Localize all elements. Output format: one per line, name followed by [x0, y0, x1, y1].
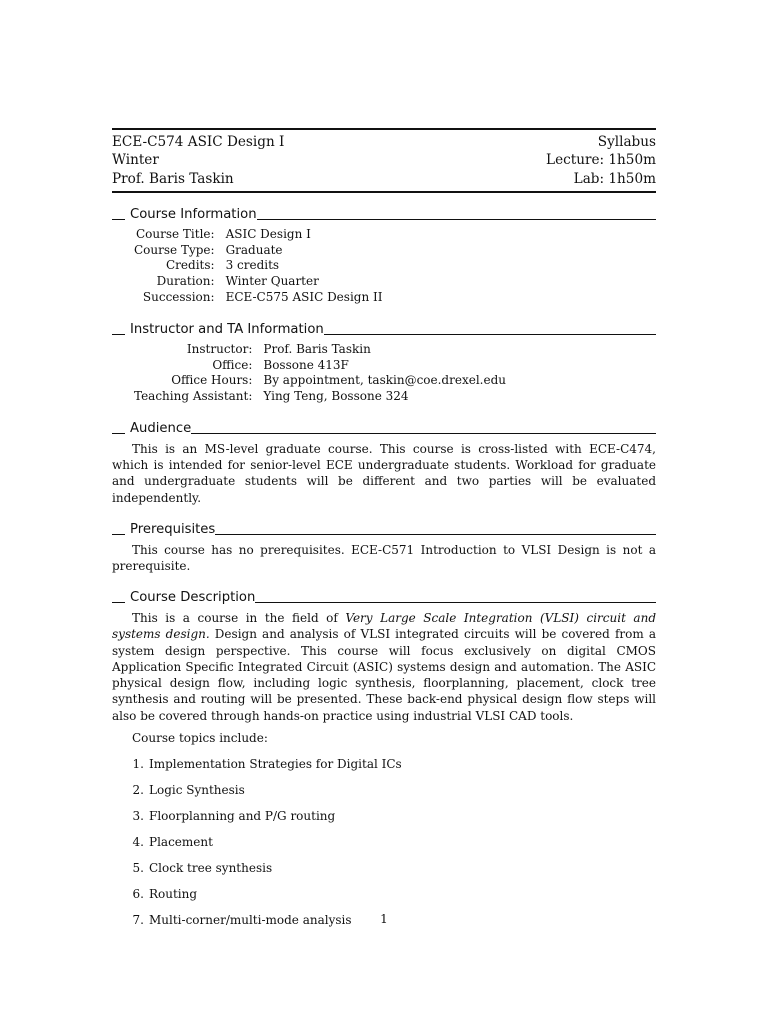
course-description-section — [112, 588, 656, 938]
description-text: This is a course in the field of Very Large Scale Integration (VLSI) circuit and systems design. Design and analysis of VLSI integrated circuits will be covered from a system design perspective. This course will focus exclusively on digital CMOS Application Specific Integrated Circuit (ASIC) systems design and automation. The ASIC physical design flow, including logic synthesis, floorplanning, placement, clock tree synthesis and routing will be presented. These back-end physical design flow steps will also be covered through hands-on practice using industrial VLSI CAD tools. — [112, 611, 656, 723]
section-title: Instructor and TA Information — [130, 321, 324, 337]
prerequisites-section — [112, 520, 656, 574]
section-heading — [112, 419, 656, 437]
topics-intro: Course topics include: — [132, 730, 268, 745]
list-item: 3. Floorplanning and P/G routing — [132, 808, 336, 823]
list-item: 7. Multi-corner/multi-mode analysis — [132, 912, 352, 927]
header-right — [546, 133, 656, 188]
syllabus-page — [112, 128, 656, 938]
table-row: Office: Bossone 413F — [212, 357, 349, 372]
section-heading — [112, 205, 656, 223]
section-title: Course Description — [130, 590, 256, 606]
topics-list — [112, 756, 656, 938]
table-row: Office Hours: By appointment, taskin@coe.drexel.edu — [171, 373, 506, 388]
instructor-info-table — [134, 342, 506, 405]
doc-type: Syllabus — [597, 134, 656, 150]
header-bottom-rule — [112, 191, 656, 193]
section-heading — [112, 320, 656, 338]
term: Winter — [112, 152, 159, 169]
table-row: Duration: Winter Quarter — [156, 274, 319, 289]
section-title: Prerequisites — [130, 521, 216, 537]
table-row: Course Type: Graduate — [134, 242, 283, 257]
table-row: Succession: ECE-C575 ASIC Design II — [142, 290, 383, 305]
audience-section — [112, 419, 656, 506]
course-info-table — [134, 227, 383, 306]
section-title: Course Information — [130, 206, 257, 222]
section-heading — [112, 588, 656, 606]
list-item: 5. Clock tree synthesis — [132, 860, 273, 875]
audience-text: This is an MS-level graduate course. This course is cross-listed with ECE-C474, which is intended for senior-level ECE undergraduate students. Workload for graduate and undergraduate students will be different and two parties will be evaluated independently. — [112, 442, 656, 505]
table-row: Credits: 3 credits — [166, 258, 280, 273]
header-left — [112, 133, 284, 188]
header-block — [112, 130, 656, 191]
table-row: Course Title: ASIC Design I — [135, 226, 311, 241]
vlsi-emphasis: Very Large Scale Integration (VLSI) circuit and systems design. — [112, 611, 656, 642]
section-title: Audience — [130, 420, 192, 436]
table-row: Instructor: Prof. Baris Taskin — [186, 341, 371, 356]
course-code-title: ECE-C574 ASIC Design I — [112, 134, 285, 150]
lab-duration: Lab: 1h50m — [573, 170, 656, 187]
list-item: 6. Routing — [132, 886, 198, 901]
page-number: 1 — [380, 912, 388, 926]
instructor-info-section — [112, 320, 656, 405]
prerequisites-text: This course has no prerequisites. ECE-C571 Introduction to VLSI Design is not a prerequisite. — [112, 542, 656, 574]
list-item: 4. Placement — [132, 834, 213, 849]
list-item: 1. Implementation Strategies for Digital ICs — [132, 756, 402, 771]
course-info-section — [112, 205, 656, 306]
professor: Prof. Baris Taskin — [112, 170, 234, 187]
lecture-duration: Lecture: 1h50m — [546, 152, 656, 169]
table-row: Teaching Assistant: Ying Teng, Bossone 324 — [134, 389, 409, 404]
list-item: 2. Logic Synthesis — [132, 782, 245, 797]
section-heading — [112, 520, 656, 538]
